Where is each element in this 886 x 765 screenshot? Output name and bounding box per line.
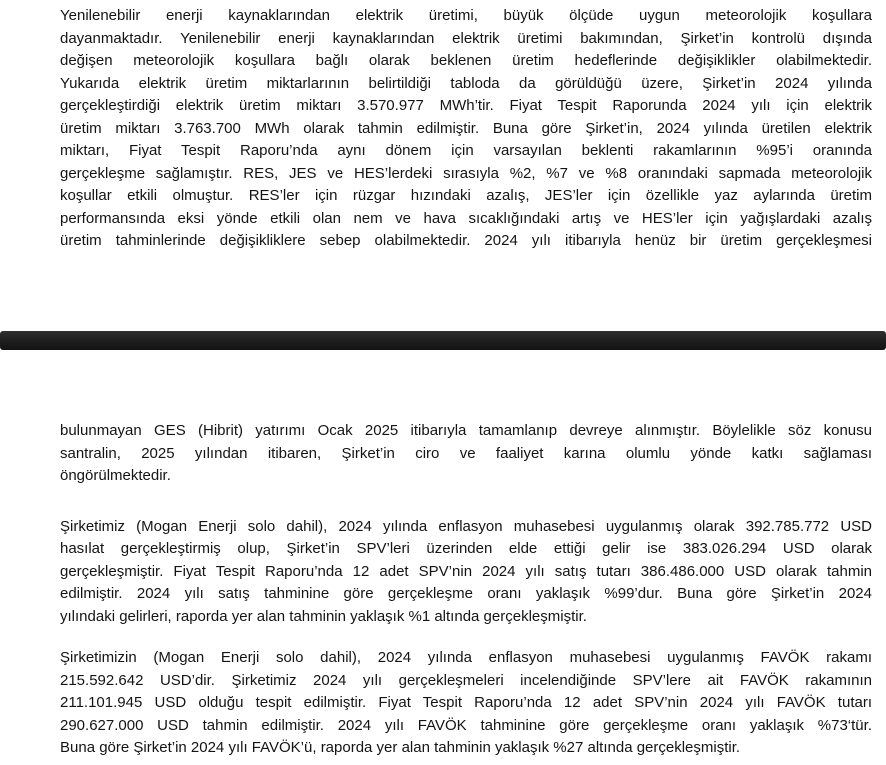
text-line: üretim miktarı 3.763.700 MWh olarak tahmin edilmiştir. Buna göre Şirket’in, 2024 yılında üretilen elektrik [60, 119, 872, 137]
text-line: 290.627.000 USD tahmin edilmiştir. 2024 yılı FAVÖK tahminine göre gerçekleşme oranı yaklaşık %73‘tür. [60, 716, 872, 734]
text-line: performansında eksi yönde etkili olan nem ve hava sıcaklığındaki artış ve HES’ler için yağışlardaki azalış [60, 209, 872, 227]
text-line: gerçekleşme sağlamıştır. RES, JES ve HES’lerdeki sırasıyla %2, %7 ve %8 oranındaki sapmada meteorolojik [60, 164, 872, 182]
text-line: edilmiştir. 2024 yılı satış tahminine göre gerçekleşme oranı yaklaşık %99’dur. Buna göre Şirket’in 2024 [60, 585, 872, 602]
text-line: yılındaki gelirleri, raporda yer alan tahminin yaklaşık %1 altında gerçekleşmiştir. [60, 607, 587, 625]
page-break-bar [0, 331, 886, 350]
text-line: bulunmayan GES (Hibrit) yatırımı Ocak 2025 itibarıyla tamamlanıp devreye alınmıştır. Böylelikle söz konusu [60, 422, 872, 439]
text-line: değişen meteorolojik koşullara bağlı olarak beklenen üretim hedeflerinde değişiklikler olabilmektedir. [60, 52, 872, 69]
text-line: hasılat gerçekleştirmiş olup, Şirket’in SPV’leri üzerinden elde ettiği gelir ise 383.026.294 USD olarak [60, 540, 872, 557]
text-line: koşullar etkili olmuştur. RES’ler için rüzgar hızındaki azalış, JES’ler için özellikle yaz aylarında üretim [60, 187, 872, 204]
text-line: üretim tahminlerinde değişikliklere sebep olabilmektedir. 2024 yılı itibarıyla henüz bir üretim gerçekleşmesi [60, 232, 872, 249]
page2-text-block [60, 420, 872, 760]
text-line: Şirketimizin (Mogan Enerji solo dahil), 2024 yılında enflasyon muhasebesi uygulanmış FAVÖK rakamı [60, 649, 872, 666]
text-line: Yenilenebilir enerji kaynaklarından elektrik üretimi, büyük ölçüde uygun meteorolojik koşullara [60, 7, 872, 24]
text-line: dayanmaktadır. Yenilenebilir enerji kaynaklarından elektrik üretimi bakımından, Şirket’in kontrolü dışında [60, 29, 872, 47]
text-line: Şirketimiz (Mogan Enerji solo dahil), 2024 yılında enflasyon muhasebesi uygulanmış olarak 392.785.772 USD [60, 517, 872, 535]
text-line: Buna göre Şirket’in 2024 yılı FAVÖK’ü, raporda yer alan tahminin yaklaşık %27 altında gerçekleşmiştir. [60, 739, 741, 756]
text-line: Yukarıda elektrik üretim miktarlarının belirtildiği tabloda da görüldüğü üzere, Şirket’in 2024 yılında [60, 74, 872, 92]
page1-text-block [60, 5, 872, 253]
paragraph [60, 420, 872, 488]
text-line: 211.101.945 USD olduğu tespit edilmiştir. Fiyat Tespit Raporu’nda 12 adet SPV’nin 2024 yılı FAVÖK tutarı [60, 694, 872, 711]
text-line: santralin, 2025 yılından itibaren, Şirket’in ciro ve faaliyet karına olumlu yönde katkı sağlaması [60, 444, 872, 462]
text-line: gerçekleştirdiği elektrik üretim miktarı 3.570.977 MWh’tir. Fiyat Tespit Raporunda 2024 yılı için elektrik [60, 97, 872, 114]
paragraph [60, 647, 872, 760]
text-line: öngörülmektedir. [60, 467, 171, 484]
text-line: gerçekleşmiştir. Fiyat Tespit Raporu’nda 12 adet SPV’nin 2024 yılı satış tutarı 386.486.000 USD olarak tahmin [60, 562, 872, 580]
paragraph [60, 516, 872, 629]
paragraph [60, 5, 872, 253]
text-line: miktarı, Fiyat Tespit Raporu’nda aynı dönem için varsayılan beklenti rakamlarının %95’i oranında [60, 142, 872, 159]
text-line: 215.592.642 USD’dir. Şirketimiz 2024 yılı gerçekleşmeleri incelendiğinde SPV’lere ait FAVÖK rakamının [60, 671, 872, 689]
